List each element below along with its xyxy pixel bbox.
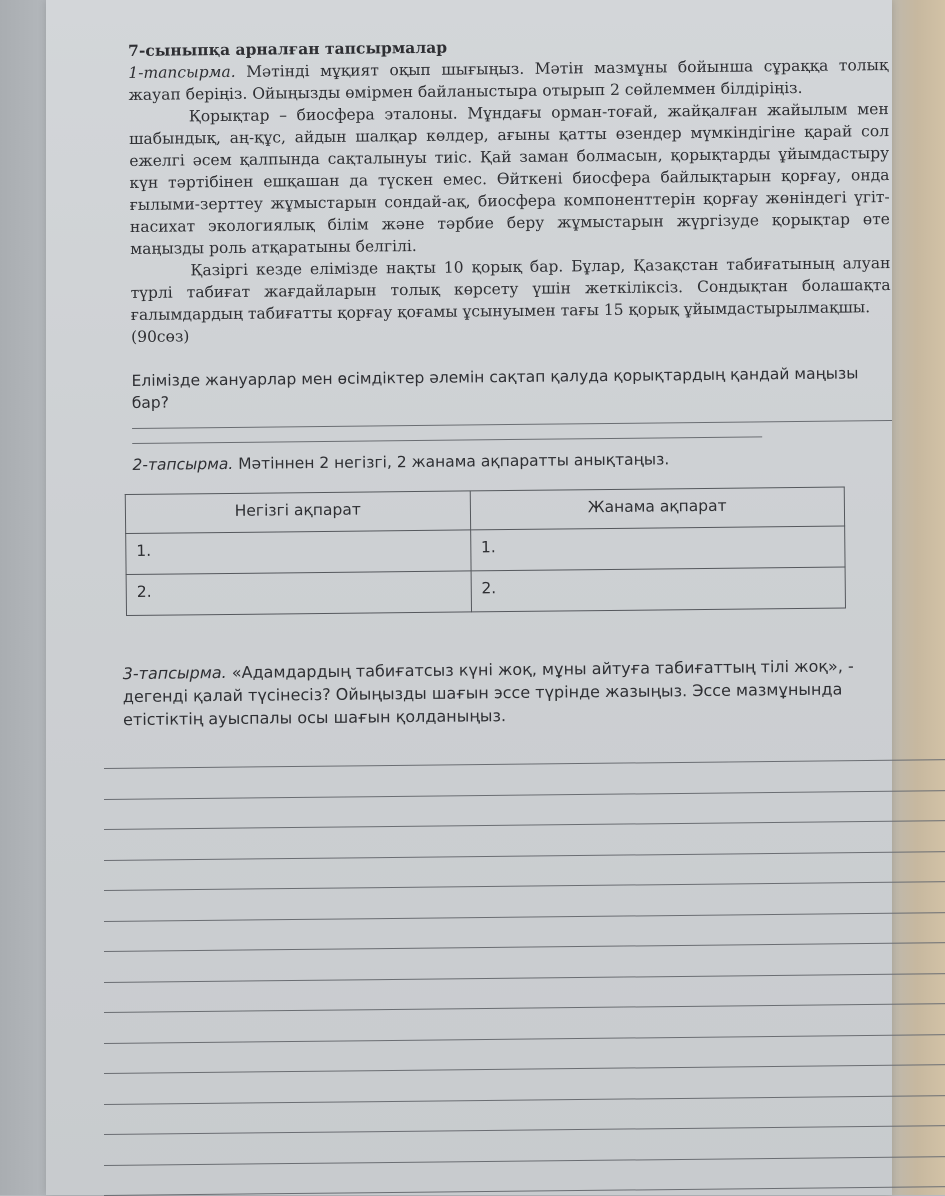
task1-label: 1-тапсырма. xyxy=(128,62,236,82)
task2-instruction: Мәтіннен 2 негізгі, 2 жанама ақпаратты анықтаңыз. xyxy=(238,450,670,473)
essay-writing-lines xyxy=(104,738,945,1196)
worksheet-page xyxy=(46,0,892,1195)
task1-question: Елімізде жануарлар мен өсімдіктер әлемін сақтап қалуда қорықтардың қандай маңызы бар? xyxy=(131,364,859,412)
task3-instruction-block xyxy=(123,654,896,731)
table-row xyxy=(126,567,845,616)
task3-label: 3-тапсырма. xyxy=(122,663,227,684)
table-cell[interactable]: 1. xyxy=(126,530,471,575)
table-cell[interactable]: 2. xyxy=(471,567,846,612)
task1-instruction: Мәтінді мұқият оқып шығыңыз. Мәтін мазмұны бойынша сұраққа толық жауап беріңіз. Ойыңызды өмірмен байланыстыра отырып 2 сөйлеммен білдіріңіз. xyxy=(128,56,889,104)
word-count: (90сөз) xyxy=(131,327,190,346)
worksheet-heading: 7-сыныпқа арналған тапсырмалар xyxy=(128,37,448,60)
task3-instruction: «Адамдардың табиғатсыз күні жоқ, мұны айтуға табиғаттың тілі жоқ», - дегенді қалай түсінесіз? Ойыңызды шағын эссе түрінде жазыңыз. Эссе мазмұнында етістіктің ауыспалы осы шағын қолданыңыз. xyxy=(122,656,854,730)
header-main-info: Негізгі ақпарат xyxy=(125,491,470,534)
table-cell[interactable]: 2. xyxy=(126,571,471,616)
header-secondary-info: Жанама ақпарат xyxy=(470,487,845,530)
table-cell[interactable]: 1. xyxy=(470,526,845,571)
task2-label: 2-тапсырма. xyxy=(132,454,234,474)
worksheet-content xyxy=(122,32,895,731)
text-paragraph-2: Қазіргі кезде елімізде нақты 10 қорық бар. Бұлар, Қазақстан табиғатының алуан түрлі табиғат жағдайларын толық көрсету үшін жеткіліксіз. Сондықтан болашақта ғалымдардың табиғатты қорғау қоғамы ұсынуымен тағы 15 қорық ұйымдастырылмақшы. xyxy=(130,254,891,324)
task2-instruction-block xyxy=(132,446,892,476)
text-paragraph-1: Қорықтар – биосфера эталоны. Мұндағы орман-тоғай, жайқалған жайылым мен шабындық, аң-құс, айдын шалқар көлдер, ағыны қатты өзендер мүмкіндігіне қарай сол ежелгі әсем қалпында сақталынуы тиіс. Қай заман болмасын, қорықтарды ұйымдастыру күн тәртібінен ешқашан да түскен емес. Өйткені биосфера байлықтарын қорғау, онда ғылыми-зерттеу жұмыстарын сондай-ақ, биосфера компоненттерін қорғау жөніндегі үгіт-насихат экологиялық білім және тәрбие беру жұмыстарын жүргізуде қорықтар өте маңызды роль атқаратыны белгілі. xyxy=(128,100,891,258)
information-table xyxy=(125,487,846,617)
task1-instruction-block xyxy=(128,54,888,106)
